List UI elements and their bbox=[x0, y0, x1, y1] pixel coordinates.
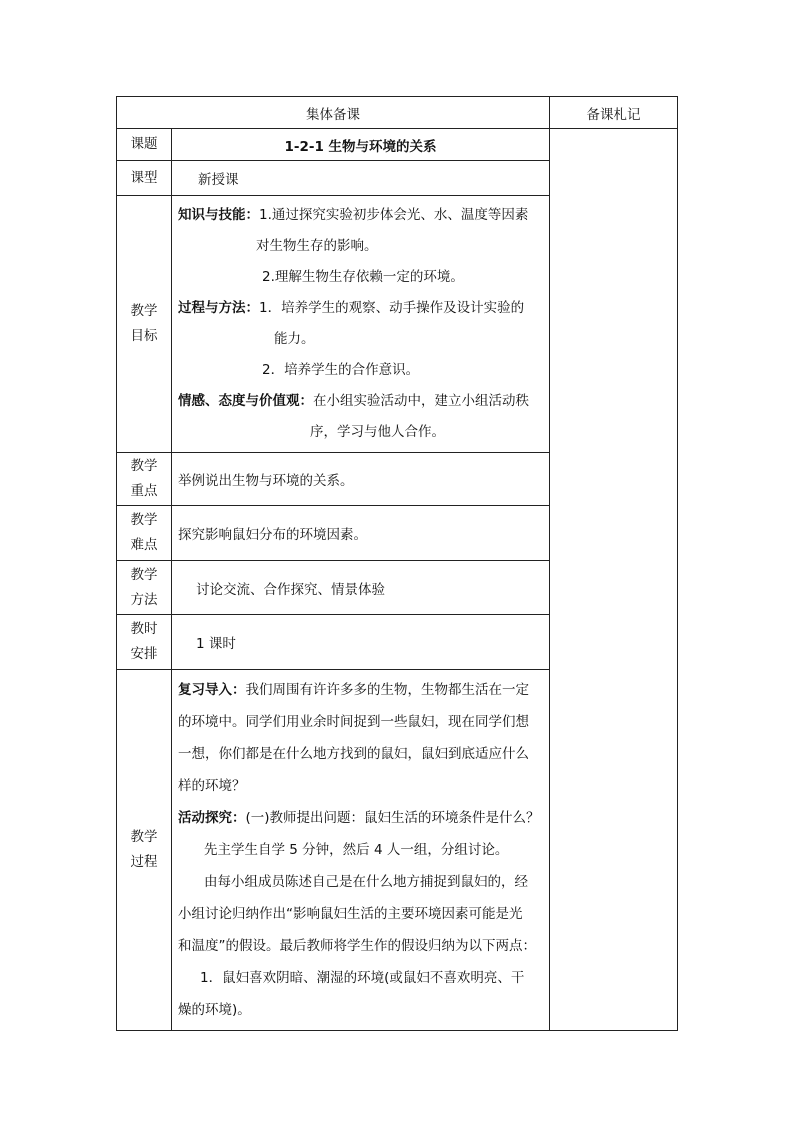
key-label-1: 教学 bbox=[130, 458, 158, 474]
review-l4: 样的环境？ bbox=[178, 778, 246, 794]
method-label-1: 教学 bbox=[130, 566, 158, 583]
topic-value: 1-2-1 生物与环境的关系 bbox=[172, 129, 550, 161]
type-value: 新授课 bbox=[172, 161, 550, 196]
emotion-title: 情感、态度与价值观： bbox=[178, 393, 313, 409]
review-title: 复习导入： bbox=[178, 682, 246, 698]
time-label bbox=[117, 615, 172, 670]
lesson-plan-table bbox=[116, 96, 678, 1031]
notes-column bbox=[550, 129, 678, 1031]
method-value: 讨论交流、合作探究、情景体验 bbox=[172, 561, 550, 615]
goals-label-2: 目标 bbox=[130, 328, 158, 344]
activity-l1: (一)教师提出问题：鼠妇生活的环境条件是什么？ bbox=[245, 810, 540, 826]
topic-label: 课题 bbox=[117, 129, 172, 161]
difficult-label-1: 教学 bbox=[130, 512, 158, 528]
topic-row bbox=[117, 129, 678, 161]
activity-l6: 1．鼠妇喜欢阴暗、潮湿的环境(或鼠妇不喜欢明亮、干 bbox=[200, 970, 525, 986]
goals-label-1: 教学 bbox=[130, 303, 158, 319]
process-label-2: 过程 bbox=[130, 854, 158, 870]
key-label-2: 重点 bbox=[130, 483, 158, 499]
goals-content bbox=[172, 196, 550, 453]
knowledge-1b: 对生物生存的影响。 bbox=[256, 238, 378, 254]
difficult-label bbox=[117, 506, 172, 561]
key-value: 举例说出生物与环境的关系。 bbox=[172, 453, 550, 506]
process-1a: 1．培养学生的观察、动手操作及设计实验的 bbox=[259, 300, 525, 316]
difficult-label-2: 难点 bbox=[130, 537, 158, 553]
activity-l7: 燥的环境)。 bbox=[178, 1002, 251, 1018]
emotion-a: 在小组实验活动中，建立小组活动秩 bbox=[313, 393, 529, 409]
time-label-1: 教时 bbox=[130, 621, 158, 637]
process-label-1: 教学 bbox=[130, 829, 158, 845]
activity-l4: 小组讨论归纳作出“影响鼠妇生活的主要环境因素可能是光 bbox=[178, 906, 523, 922]
difficult-value: 探究影响鼠妇分布的环境因素。 bbox=[172, 506, 550, 561]
knowledge-title: 知识与技能： bbox=[178, 207, 259, 223]
header-main: 集体备课 bbox=[117, 97, 550, 129]
method-label bbox=[117, 561, 172, 615]
method-label-2: 方法 bbox=[130, 591, 158, 608]
type-label: 课型 bbox=[117, 161, 172, 196]
activity-l2: 先主学生自学 5 分钟，然后 4 人一组，分组讨论。 bbox=[204, 842, 509, 858]
header-notes: 备课札记 bbox=[550, 97, 678, 129]
key-label bbox=[117, 453, 172, 506]
time-value: 1 课时 bbox=[172, 615, 550, 670]
goals-label bbox=[117, 196, 172, 453]
process-label bbox=[117, 670, 172, 1031]
review-l1: 我们周围有许许多多的生物，生物都生活在一定 bbox=[245, 682, 529, 698]
process-1b: 能力。 bbox=[274, 331, 315, 347]
knowledge-2: 2.理解生物生存依赖一定的环境。 bbox=[262, 269, 464, 285]
review-l3: 一想，你们都是在什么地方找到的鼠妇，鼠妇到底适应什么 bbox=[178, 746, 529, 762]
activity-title: 活动探究： bbox=[178, 810, 246, 826]
process-2: 2．培养学生的合作意识。 bbox=[262, 362, 420, 378]
knowledge-1a: 1.通过探究实验初步体会光、水、温度等因素 bbox=[259, 207, 529, 223]
time-label-2: 安排 bbox=[130, 646, 158, 662]
process-content bbox=[172, 670, 550, 1031]
activity-l3: 由每小组成员陈述自己是在什么地方捕捉到鼠妇的，经 bbox=[204, 874, 528, 890]
activity-l5: 和温度”的假设。最后教师将学生作的假设归纳为以下两点： bbox=[178, 938, 536, 954]
review-l2: 的环境中。同学们用业余时间捉到一些鼠妇，现在同学们想 bbox=[178, 714, 529, 730]
process-title: 过程与方法： bbox=[178, 300, 259, 316]
emotion-b: 序，学习与他人合作。 bbox=[310, 424, 445, 440]
header-row bbox=[117, 97, 678, 129]
